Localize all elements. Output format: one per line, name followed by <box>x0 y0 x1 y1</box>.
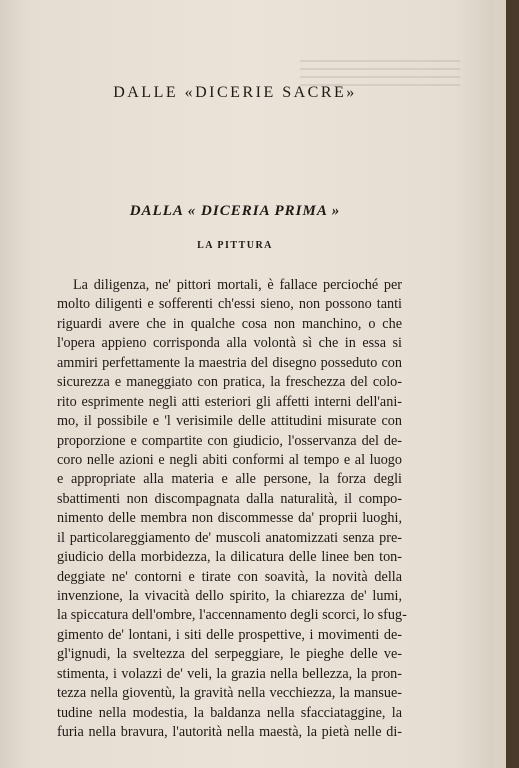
text-line: l'opera appieno corrisponda alla volontà sì che in essa si <box>57 335 402 352</box>
subtitle: DALLA « DICERIA PRIMA » <box>129 203 341 219</box>
text-line: gl'ignudi, la sveltezza del serpeggiare, le pieghe delle ve- <box>57 646 402 663</box>
text-line: tezza nella gioventù, la gravità nella vecchiezza, la mansue- <box>57 685 402 702</box>
text-line: sbattimenti non discompagnata dalla naturalità, il compo- <box>57 490 402 507</box>
text-line: sicurezza e maneggiato con pratica, la freschezza del colo- <box>57 374 402 391</box>
page-edges <box>492 0 506 768</box>
show-through-text <box>300 60 460 86</box>
book-cover-edge <box>506 0 519 768</box>
text-line: gimento de' lontani, i siti delle prospettive, i movimenti de- <box>57 626 402 643</box>
text-line: e appropriate alla materia e alle persone, la forza degli <box>57 471 402 488</box>
text-line: ammiri perfettamente la maestria del disegno posseduto con <box>57 354 402 371</box>
subsubtitle: LA PITTURA <box>197 240 273 251</box>
text-line: coro nelle azioni e negli abiti conformi al tempo e al luogo <box>57 451 402 468</box>
text-line: proporzione e compartite con giudicio, l'osservanza del de- <box>57 432 402 449</box>
text-line: rito esprimente negli atti esteriori gli affetti interni dell'ani- <box>57 393 402 410</box>
text-line: il particolareggiamento de' muscoli anatomizzati senza pre- <box>57 529 402 546</box>
text-line: tudine nella modestia, la baldanza nella sfacciataggine, la <box>57 704 402 721</box>
text-line: deggiate ne' contorni e tirate con soavità, la novità della <box>57 568 402 585</box>
text-line: la spiccatura dell'ombre, l'accennamento degli scorci, lo sfug- <box>57 607 407 624</box>
text-line: mo, il possibile e 'l verisimile delle attitudini misurate con <box>57 413 402 430</box>
section-title: DALLE «DICERIE SACRE» <box>113 84 357 101</box>
text-line: stimenta, i volazzi de' veli, la grazia nella bellezza, la pron- <box>57 665 402 682</box>
text-line: giudicio della morbidezza, la dilicatura delle linee ben ton- <box>57 549 402 566</box>
text-line: nimento delle membra non discommesse da' proprii luoghi, <box>57 510 402 527</box>
text-line: furia nella bravura, l'autorità nella maestà, la pietà nelle di- <box>57 724 402 741</box>
text-line: La diligenza, ne' pittori mortali, è fallace percioché per <box>73 277 402 293</box>
body-text <box>57 276 407 743</box>
text-line: molto diligenti e sofferenti ch'essi sieno, non possono tanti <box>57 296 402 313</box>
text-line: invenzione, la vivacità dello spirito, la chiarezza de' lumi, <box>57 588 402 604</box>
text-line: riguardi avere che in qualche cosa non manchino, o che <box>57 315 402 332</box>
